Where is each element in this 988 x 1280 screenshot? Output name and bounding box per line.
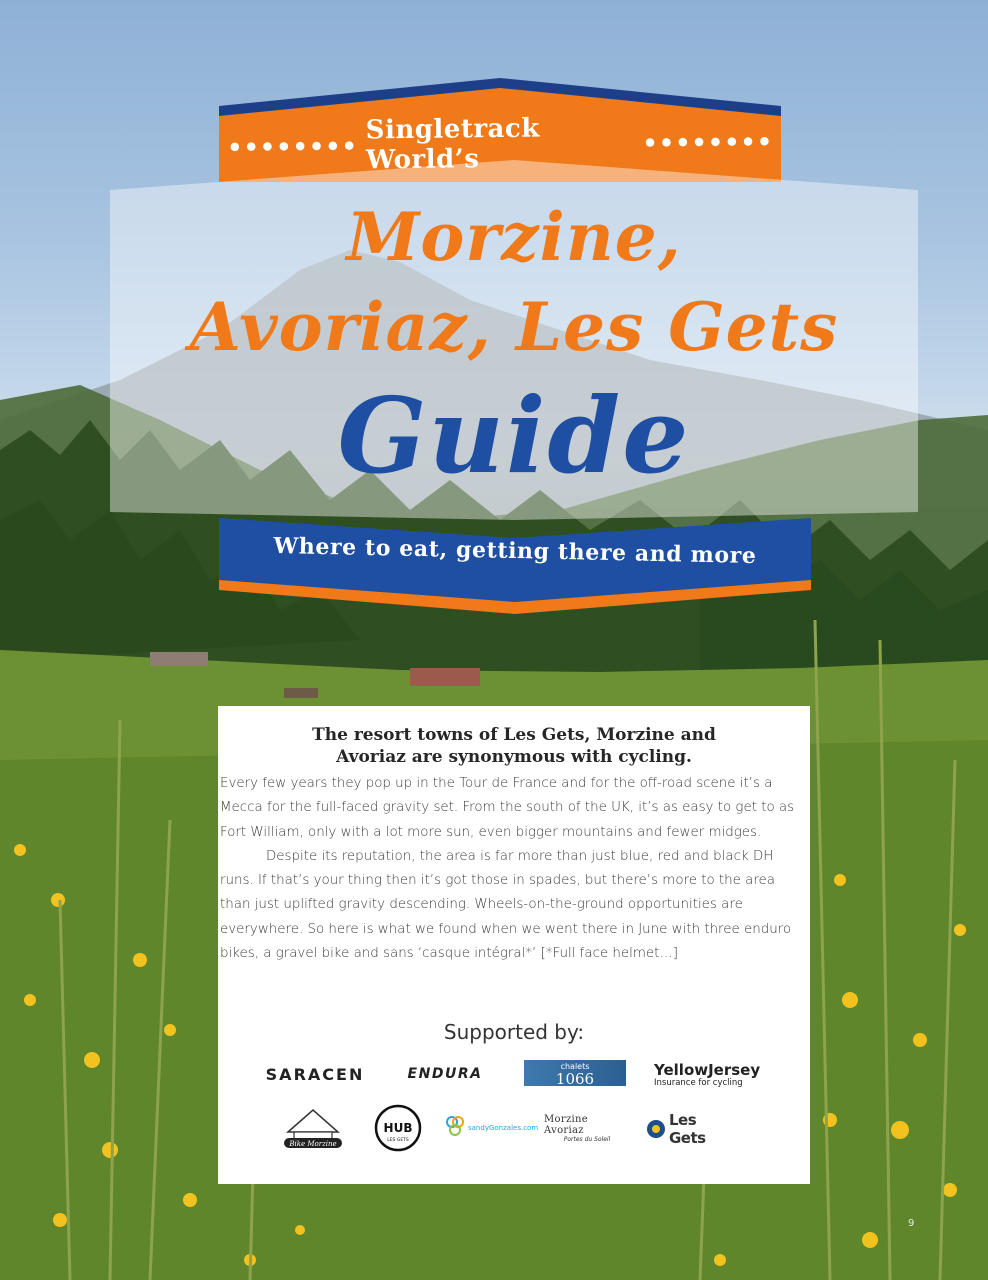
title-guide: Guide [337,374,691,497]
les-gets-logo [646,1111,732,1147]
svg-text:Bike Morzine: Bike Morzine [289,1140,337,1148]
morzine-avoriaz-logo-name: Morzine Avoriaz [544,1113,588,1136]
bike-morzine-logo [280,1102,346,1152]
intro-body [220,772,800,966]
intro-paragraph-1: Every few years they pop up in the Tour de France and for the off-road scene it’s a Mecca for the full-faced gravity set. From the south of the UK, it’s as easy to get to as Fort William, only with a lot more sun, even bigger mountains and fewer midges. [220,776,795,840]
intro-paragraph-2: Despite its reputation, the area is far more than just blue, red and black DH runs. If that’s your thing then it’s got those in spades, but there’s more to the area than just uplifted gravity descending. Wheels-on-the-ground opportunities are everywhere. So here is what we found when we went there in June with three enduro bikes, a gravel bike and sans ‘casque intégral*’ [*Full face helmet…] [220,848,792,962]
title-panel [110,160,918,520]
supported-by-heading: Supported by: [443,1020,585,1044]
intro-lead-line-1: The resort towns of Les Gets, Morzine and [312,725,716,745]
sandy-gonzales-logo [444,1110,539,1144]
subtitle: Where to eat, getting there and more [273,532,757,570]
yellowjersey-logo-tagline: Insurance for cycling [654,1078,743,1088]
title-line-2: Avoriaz, Les Gets [189,288,839,366]
svg-text:HUB: HUB [383,1121,413,1135]
hub-les-gets-logo [374,1104,422,1152]
subtitle-banner [219,518,811,614]
chalets-logo-top: chalets [560,1061,590,1071]
publication-name: Singletrack World’s [365,113,540,176]
endura-logo: ENDURA [407,1066,483,1082]
intro-card [218,706,810,1184]
page-number: 9 [908,1218,915,1229]
les-gets-logo-name: Les Gets [669,1111,706,1147]
svg-text:sandyGonzales.com: sandyGonzales.com [468,1124,539,1132]
morzine-avoriaz-logo [544,1114,630,1142]
morzine-avoriaz-logo-sub: Portes du Soleil [563,1135,611,1143]
chalets-logo-number: 1066 [555,1069,595,1088]
saracen-logo: SARACEN [265,1064,365,1084]
intro-lead [218,724,810,768]
yellowjersey-logo [654,1060,768,1090]
yellowjersey-logo-name: YellowJersey [654,1061,761,1079]
svg-text:LES GETS: LES GETS [387,1138,409,1143]
chalets-1066-logo [524,1060,626,1086]
title-line-1: Morzine, [346,198,682,276]
banner-dots-left: •••••••• [227,130,359,162]
banner-dots-right: •••••••• [642,126,774,158]
intro-lead-line-2: Avoriaz are synonymous with cycling. [336,747,692,767]
